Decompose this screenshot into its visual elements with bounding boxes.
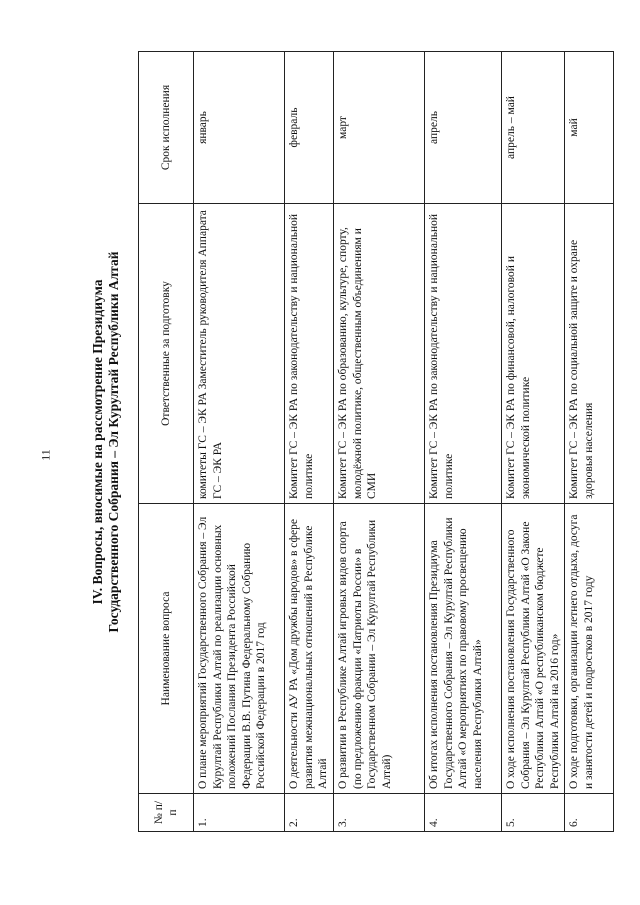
row-number: 1. — [194, 794, 285, 832]
col-header-question: Наименование вопроса — [139, 504, 194, 794]
col-header-term: Срок исполнения — [139, 52, 194, 204]
table-row — [502, 52, 565, 832]
row-responsible: Комитет ГС – ЭК РА по законодательству и национальной политике — [285, 204, 334, 504]
row-term: март — [334, 52, 425, 204]
table-row — [425, 52, 502, 832]
col-header-number: № п/п — [139, 794, 194, 832]
agenda-table — [138, 51, 614, 832]
table-row — [285, 52, 334, 832]
row-responsible: комитеты ГС – ЭК РА Заместитель руководителя Аппарата ГС – ЭК РА — [194, 204, 285, 504]
row-question: О развитии в Республике Алтай игровых видов спорта (по предложению фракции «Патриоты России» в Государственном Собрании – Эл Курултай Республики Алтай) — [334, 504, 425, 794]
row-responsible: Комитет ГС – ЭК РА по социальной защите и охране здоровья населения — [565, 204, 614, 504]
table-row — [194, 52, 285, 832]
section-heading — [86, 52, 138, 832]
row-responsible: Комитет ГС – ЭК РА по финансовой, налоговой и экономической политике — [502, 204, 565, 504]
table-row — [334, 52, 425, 832]
row-responsible: Комитет ГС – ЭК РА по законодательству и национальной политике — [425, 204, 502, 504]
row-number: 4. — [425, 794, 502, 832]
row-question: О ходе подготовки, организации летнего отдыха, досуга и занятости детей и подростков в 2017 году — [565, 504, 614, 794]
row-question: О деятельности АУ РА «Дом дружбы народов» в сфере развития межнациональных отношений в Республике Алтай — [285, 504, 334, 794]
row-term: апрель – май — [502, 52, 565, 204]
section-heading-line-1: IV. Вопросы, вносимые на рассмотрение Президиума — [90, 279, 105, 605]
row-term: апрель — [425, 52, 502, 204]
table-header-row — [139, 52, 194, 832]
row-question: Об итогах исполнения постановления Президиума Государственного Собрания – Эл Курултай Республики Алтай «О мероприятиях по правовому просвещению населения Республики Алтай» — [425, 504, 502, 794]
row-number: 5. — [502, 794, 565, 832]
row-question: О плане мероприятий Государственного Собрания – Эл Курултай Республики Алтай по реализации основных положений Послания Президента Российской Федерации В.В. Путина Федеральному Собранию Российской Федерации в 2017 год — [194, 504, 285, 794]
row-number: 2. — [285, 794, 334, 832]
col-header-responsible: Ответственные за подготовку — [139, 204, 194, 504]
row-number: 6. — [565, 794, 614, 832]
row-question: О ходе исполнения постановления Государственного Собрания – Эл Курултай Республики Алтай «О Законе Республики Алтай «О республиканском бюджете Республики Алтай на 2016 год» — [502, 504, 565, 794]
section-heading-line-2: Государственного Собрания – Эл Курултай Республики Алтай — [106, 251, 121, 633]
rotated-page-content — [86, 52, 596, 832]
page-number: 11 — [38, 449, 53, 461]
row-term: февраль — [285, 52, 334, 204]
row-responsible: Комитет ГС – ЭК РА по образованию, культуре, спорту, молодёжной политике, общественным объединениям и СМИ — [334, 204, 425, 504]
row-term: январь — [194, 52, 285, 204]
row-term: май — [565, 52, 614, 204]
row-number: 3. — [334, 794, 425, 832]
table-row — [565, 52, 614, 832]
